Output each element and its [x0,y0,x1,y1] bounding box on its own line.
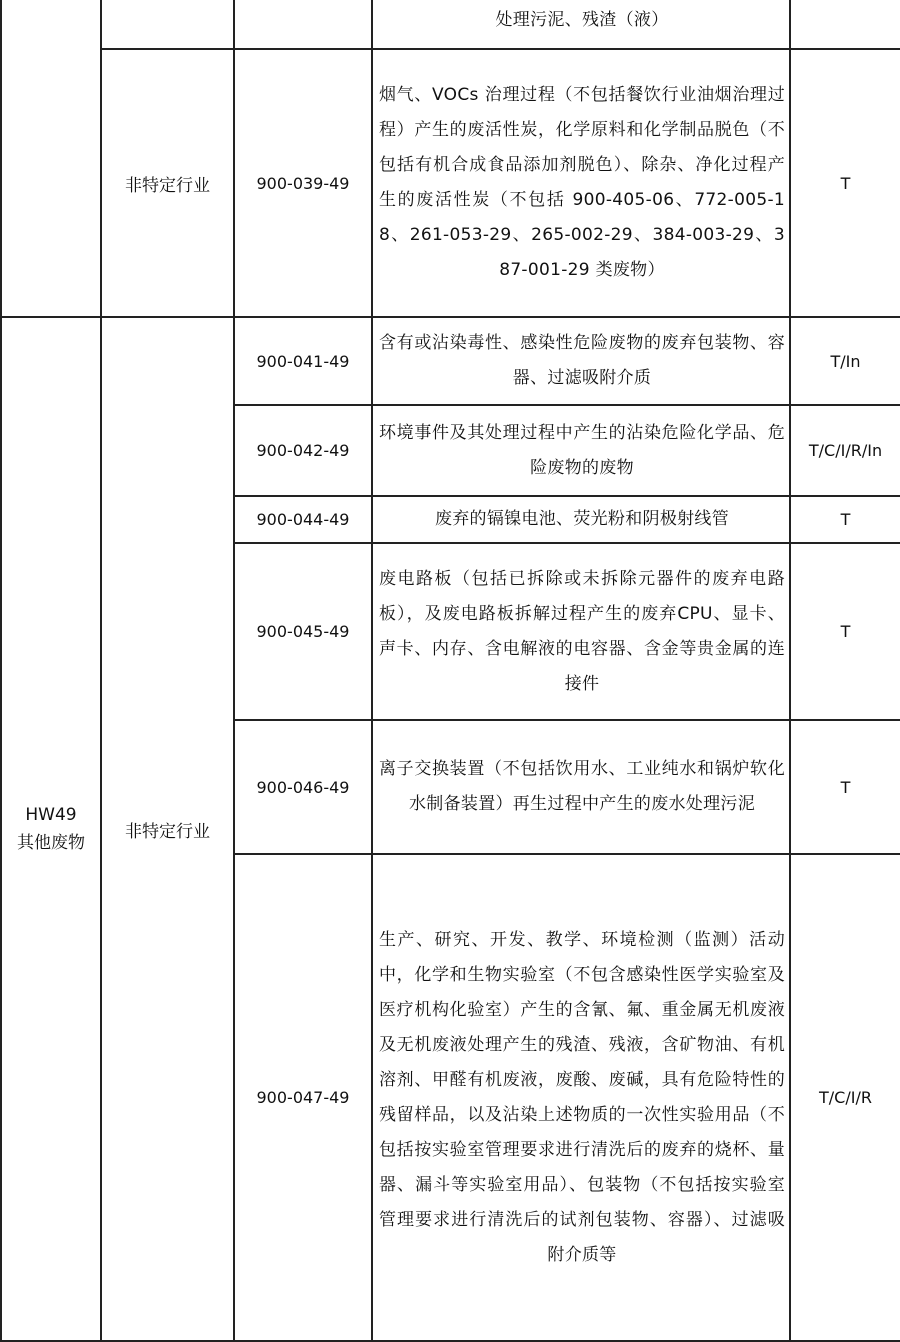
waste-code-cell [234,0,372,49]
category-code: HW49 [25,805,77,825]
category-cell-continued [1,0,101,317]
waste-code-cell: 900-041-49 [234,317,372,405]
waste-code-cell: 900-047-49 [234,854,372,1341]
waste-category-cell [1,317,101,1341]
waste-description-cell: 环境事件及其处理过程中产生的沾染危险化学品、危险废物的废物 [372,405,790,496]
hazard-property-cell: T/In [790,317,900,405]
industry-cell: 非特定行业 [101,49,234,317]
waste-code-cell: 900-046-49 [234,720,372,854]
industry-cell: 非特定行业 [101,317,234,1341]
waste-description-cell: 废弃的镉镍电池、荧光粉和阴极射线管 [372,496,790,543]
industry-cell [101,0,234,49]
hazard-property-cell: T [790,720,900,854]
waste-code-cell: 900-045-49 [234,543,372,720]
table-row [1,49,900,317]
hazard-property-cell [790,0,900,49]
waste-description-cell: 废电路板（包括已拆除或未拆除元器件的废弃电路板），及废电路板拆解过程产生的废弃CPU、显卡、声卡、内存、含电解液的电容器、含金等贵金属的连接件 [372,543,790,720]
hazard-property-cell: T [790,49,900,317]
hazard-property-cell: T/C/I/R [790,854,900,1341]
category-name: 其他废物 [17,833,85,853]
waste-description-cell: 含有或沾染毒性、感染性危险废物的废弃包装物、容器、过滤吸附介质 [372,317,790,405]
hazard-property-cell: T [790,496,900,543]
table-row [1,0,900,49]
waste-code-cell: 900-044-49 [234,496,372,543]
waste-code-cell: 900-039-49 [234,49,372,317]
hazard-property-cell: T [790,543,900,720]
hazard-property-cell: T/C/I/R/In [790,405,900,496]
waste-description-cell: 处理污泥、残渣（液） [372,0,790,49]
waste-description-cell: 离子交换装置（不包括饮用水、工业纯水和锅炉软化水制备装置）再生过程中产生的废水处理污泥 [372,720,790,854]
waste-code-cell: 900-042-49 [234,405,372,496]
table-row [1,317,900,405]
waste-description-cell: 生产、研究、开发、教学、环境检测（监测）活动中，化学和生物实验室（不包含感染性医学实验室及医疗机构化验室）产生的含氰、氟、重金属无机废液及无机废液处理产生的残渣、残液，含矿物油、有机溶剂、甲醛有机废液，废酸、废碱，具有危险特性的残留样品，以及沾染上述物质的一次性实验用品（不包括按实验室管理要求进行清洗后的废弃的烧杯、量器、漏斗等实验室用品）、包装物（不包括按实验室管理要求进行清洗后的试剂包装物、容器）、过滤吸附介质等 [372,854,790,1341]
waste-description-cell: 烟气、VOCs 治理过程（不包括餐饮行业油烟治理过程）产生的废活性炭，化学原料和化学制品脱色（不包括有机合成食品添加剂脱色）、除杂、净化过程产生的废活性炭（不包括 900-405-06、772-005-18、261-053-29、265-002-29、384-003-29、387-001-29 类废物） [372,49,790,317]
